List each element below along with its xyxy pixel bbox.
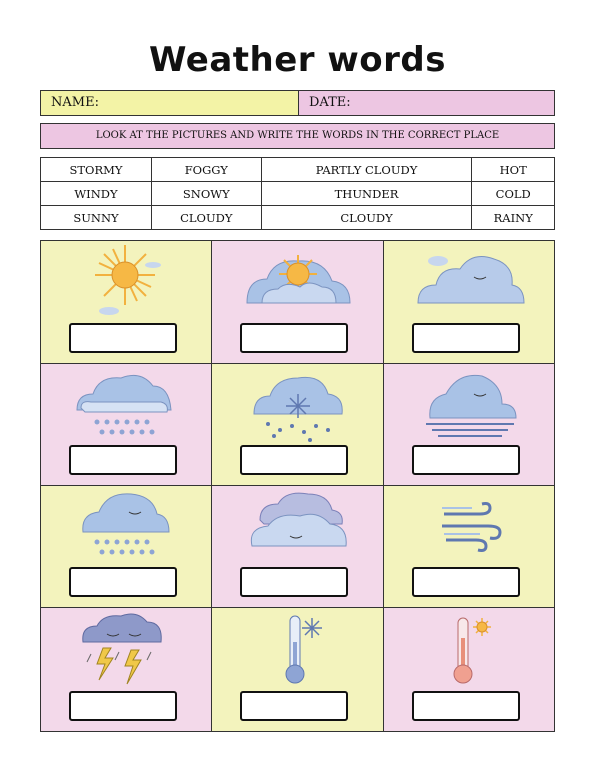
picture-cell [212, 486, 384, 608]
word: FOGGY [151, 158, 261, 182]
word: PARTLY CLOUDY [261, 158, 472, 182]
word: WINDY [41, 182, 152, 206]
picture-cell [384, 364, 554, 486]
picture-cell [384, 486, 554, 608]
picture-cell [212, 241, 384, 364]
answer-box[interactable] [240, 691, 348, 721]
answer-box[interactable] [412, 691, 520, 721]
word-bank-row [41, 158, 555, 182]
word: SNOWY [151, 182, 261, 206]
word-bank [40, 157, 555, 230]
date-field[interactable]: DATE: [299, 91, 554, 115]
word: HOT [472, 158, 555, 182]
picture-cell [384, 241, 554, 364]
picture-cell [41, 486, 212, 608]
answer-box[interactable] [69, 445, 177, 475]
picture-cell [41, 608, 212, 731]
picture-cell [41, 241, 212, 364]
picture-cell [41, 364, 212, 486]
name-field[interactable]: NAME: [41, 91, 299, 115]
worksheet-title: Weather words [148, 40, 447, 80]
answer-box[interactable] [69, 691, 177, 721]
word-bank-row [41, 182, 555, 206]
word: STORMY [41, 158, 152, 182]
answer-box[interactable] [240, 323, 348, 353]
picture-cell [212, 608, 384, 731]
word: CLOUDY [151, 206, 261, 230]
word: SUNNY [41, 206, 152, 230]
word: CLOUDY [261, 206, 472, 230]
word: COLD [472, 182, 555, 206]
instructions: LOOK AT THE PICTURES AND WRITE THE WORDS IN THE CORRECT PLACE [40, 123, 555, 149]
word: RAINY [472, 206, 555, 230]
answer-box[interactable] [412, 567, 520, 597]
answer-box[interactable] [412, 445, 520, 475]
word: THUNDER [261, 182, 472, 206]
answer-box[interactable] [240, 567, 348, 597]
answer-box[interactable] [69, 567, 177, 597]
picture-grid [40, 240, 555, 732]
picture-cell [212, 364, 384, 486]
word-bank-row [41, 206, 555, 230]
answer-box[interactable] [412, 323, 520, 353]
answer-box[interactable] [240, 445, 348, 475]
answer-box[interactable] [69, 323, 177, 353]
name-date-bar [40, 90, 555, 116]
picture-cell [384, 608, 554, 731]
